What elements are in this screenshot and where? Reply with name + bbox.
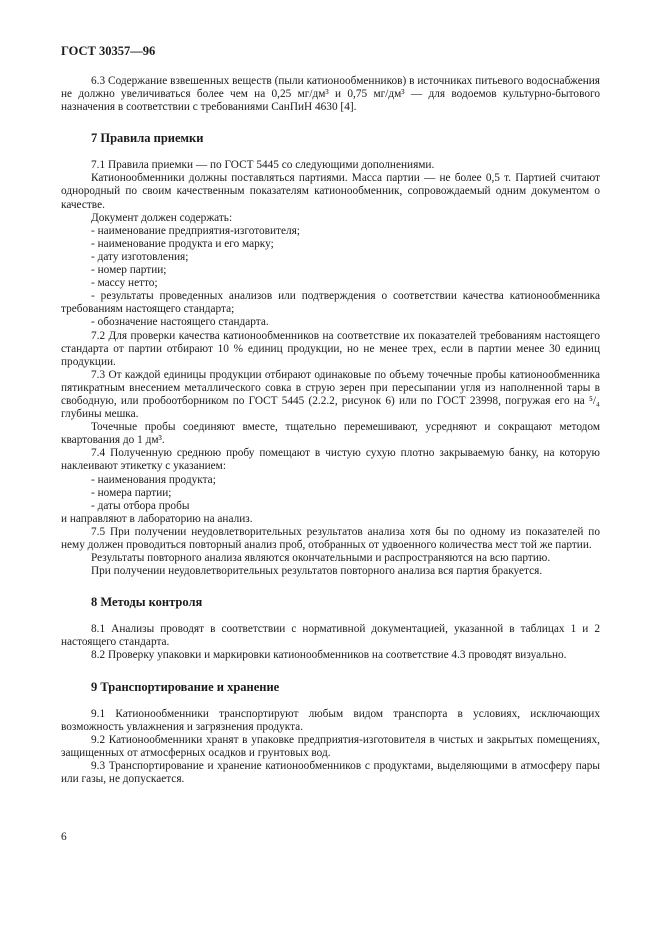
paragraph-7-5: 7.5 При получении неудовлетворительных результатов анализа хотя бы по одному из показателей по нему должен проводиться повторный анализ проб, отобранных от удвоенного количества мест той же партии.: [61, 525, 600, 551]
paragraph-7-1-batches: Катионообменники должны поставляться партиями. Масса партии — не более 0,5 т. Партией считают однородный по своим качественным показателям катионообменник, сопровождаемый одним документом о качестве.: [61, 172, 600, 211]
section-8-title: 8 Методы контроля: [91, 595, 203, 610]
list-item: - номера партии;: [91, 486, 172, 499]
list-item: - массу нетто;: [91, 277, 158, 290]
page-number: 6: [61, 831, 67, 843]
paragraph-6-3: 6.3 Содержание взвешенных веществ (пыли катионообменников) в источниках питьевого водоснабжения не должно увеличиваться более чем на 0,25 мг/дм³ и 0,75 мг/дм³ — для водоемов культурно-бытового назначения в соответствии с требованиями СанПиН 4630 [4].: [61, 75, 600, 114]
paragraph-7-1: 7.1 Правила приемки — по ГОСТ 5445 со следующими дополнениями.: [91, 159, 435, 172]
paragraph-7-5-reject: При получении неудовлетворительных результатов повторного анализа вся партия бракуется.: [91, 565, 543, 578]
paragraph-7-2: 7.2 Для проверки качества катионообменников на соответствие их показателей требованиям настоящего стандарта от партии отбирают 10 % единиц продукции, но не менее трех, если в партии менее 30 единиц продукции.: [61, 329, 600, 368]
paragraph-7-3: 7.3 От каждой единицы продукции отбирают одинаковые по объему точечные пробы катионообменника пятикратным внесением металлического совка в струю зерен при пересыпании угля из наполненной тары в свободную, или пробоотборником по ГОСТ 5445 (2.2.2, рисунок 6) или по ГОСТ 23998, погружая его на ⁵/₄ глубины мешка.: [61, 368, 600, 421]
section-9-title: 9 Транспортирование и хранение: [91, 679, 280, 694]
paragraph-7-4-lab: и направляют в лабораторию на анализ.: [61, 512, 253, 525]
list-item: - номер партии;: [91, 264, 167, 277]
paragraph-9-3: 9.3 Транспортирование и хранение катионообменников с продуктами, выделяющими в атмосферу пары или газы, не допускается.: [61, 759, 600, 786]
paragraph-9-1: 9.1 Катионообменники транспортируют любым видом транспорта в условиях, исключающих возможность увлажнения и загрязнения продукта.: [61, 707, 600, 733]
paragraph-8-1: 8.1 Анализы проводят в соответствии с нормативной документацией, указанной в таблицах 1 и 2 настоящего стандарта.: [61, 623, 600, 649]
paragraph-7-3-samples: Точечные пробы соединяют вместе, тщательно перемешивают, усредняют и сокращают методом квартования до 1 дм³.: [61, 421, 600, 447]
document-header: ГОСТ 30357—96: [61, 44, 156, 58]
list-item: - результаты проведенных анализов или подтверждения о соответствии качества катионообменника требованиям настоящего стандарта;: [61, 290, 600, 316]
list-item: - обозначение настоящего стандарта.: [91, 316, 269, 329]
paragraph-8-2: 8.2 Проверку упаковки и маркировки катионообменников на соответствие 4.3 проводят визуально.: [91, 649, 567, 662]
list-item: - дату изготовления;: [91, 250, 189, 263]
paragraph-7-5-results: Результаты повторного анализа являются окончательными и распространяются на всю партию.: [91, 552, 551, 565]
paragraph-9-2: 9.2 Катионообменники хранят в упаковке предприятия-изготовителя в чистых и закрытых помещениях, защищенных от атмосферных осадков и грунтовых вод.: [61, 733, 600, 759]
paragraph-7-1-document: Документ должен содержать:: [91, 211, 233, 224]
paragraph-7-4: 7.4 Полученную среднюю пробу помещают в чистую сухую плотно закрываемую банку, на которую наклеивают этикетку с указанием:: [61, 447, 600, 473]
list-item: - наименования продукта;: [91, 473, 216, 486]
list-item: - наименование предприятия-изготовителя;: [91, 224, 300, 237]
list-item: - даты отбора пробы: [91, 499, 190, 512]
section-7-title: 7 Правила приемки: [91, 131, 204, 146]
list-item: - наименование продукта и его марку;: [91, 237, 274, 250]
